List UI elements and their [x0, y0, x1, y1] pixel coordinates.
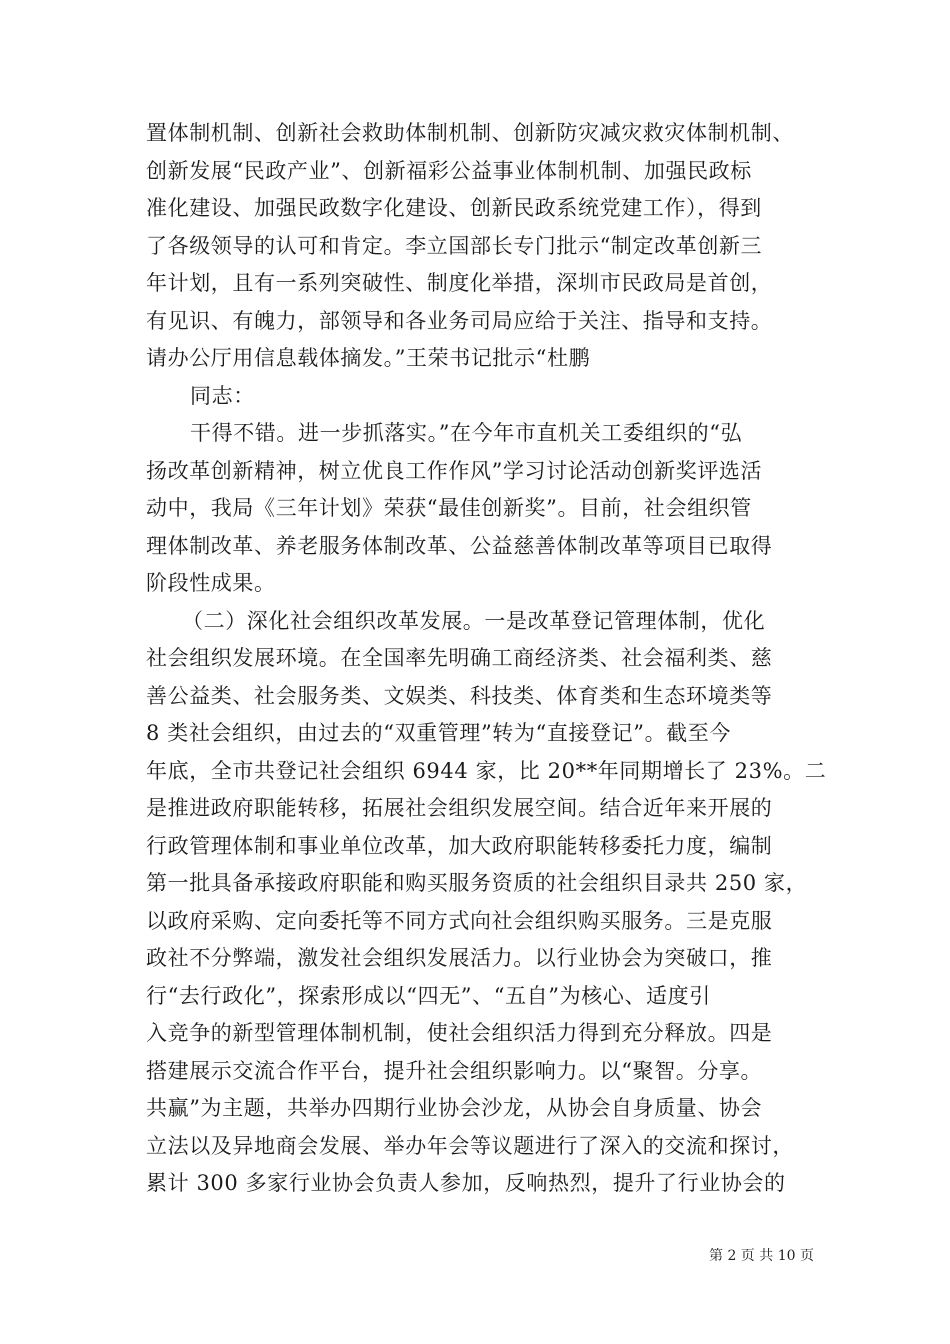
- text-line: 行政管理体制和事业单位改革，加大政府职能转移委托力度，编制: [146, 833, 773, 858]
- text-line: 创新发展“民政产业”、创新福彩公益事业体制机制、加强民政标: [146, 158, 752, 183]
- text-line: 第一批具备承接政府职能和购买服务资质的社会组织目录共 250 家，: [146, 871, 808, 895]
- text-line: 动中，我局《三年计划》荣获“最佳创新奖”。目前，社会组织管: [146, 496, 752, 520]
- text-line: 累计 300 多家行业协会负责人参加，反响热烈，提升了行业协会的: [146, 1171, 786, 1195]
- text-line: 扬改革创新精神，树立优良工作作风”学习讨论活动创新奖评选活: [146, 458, 763, 483]
- text-line: 入竞争的新型管理体制机制，使社会组织活力得到充分释放。四是: [146, 1021, 773, 1045]
- text-line: 同志：: [190, 383, 255, 408]
- text-line: 干得不错。进一步抓落实。”在今年市直机关工委组织的“弘: [190, 421, 743, 445]
- text-line: 搭建展示交流合作平台，提升社会组织影响力。以“聚智。分享。: [146, 1058, 763, 1083]
- text-line: 社会组织发展环境。在全国率先明确工商经济类、社会福利类、慈: [146, 646, 773, 670]
- text-line: 理体制改革、养老服务体制改革、公益慈善体制改革等项目已取得: [146, 533, 773, 558]
- text-line: 置体制机制、创新社会救助体制机制、创新防灾减灾救灾体制机制、: [146, 121, 794, 145]
- text-line: 行“去行政化”，探索形成以“四无”、“五自”为核心、适度引: [146, 983, 711, 1008]
- text-line: 准化建设、加强民政数字化建设、创新民政系统党建工作），得到: [146, 196, 762, 220]
- text-line: 政社不分弊端，激发社会组织发展活力。以行业协会为突破口，推: [146, 946, 773, 970]
- text-line: 善公益类、社会服务类、文娱类、科技类、体育类和生态环境类等: [146, 683, 773, 708]
- text-line: 有见识、有魄力，部领导和各业务司局应给于关注、指导和支持。: [146, 308, 773, 333]
- text-line: 立法以及异地商会发展、举办年会等议题进行了深入的交流和探讨，: [146, 1133, 794, 1158]
- body-text: [146, 115, 827, 1203]
- section-heading-line: （二）深化社会组织改革发展。一是改革登记管理体制，优化: [182, 608, 766, 633]
- text-line: 共赢”为主题，共举办四期行业协会沙龙，从协会自身质量、协会: [146, 1096, 763, 1120]
- text-line: 请办公厅用信息载体摘发。”王荣书记批示“杜鹏: [146, 346, 591, 370]
- text-line: 年计划，且有一系列突破性、制度化举措，深圳市民政局是首创，: [146, 271, 773, 295]
- text-line: 年底，全市共登记社会组织 6944 家，比 20**年同期增长了 23%。二: [146, 758, 827, 783]
- text-line: 了各级领导的认可和肯定。李立国部长专门批示“制定改革创新三: [146, 233, 763, 258]
- text-line: 阶段性成果。: [146, 571, 276, 595]
- text-line: 以政府采购、定向委托等不同方式向社会组织购买服务。三是克服: [146, 908, 773, 933]
- text-line: 8 类社会组织，由过去的“双重管理”转为“直接登记”。截至今: [146, 721, 731, 745]
- page-number: 第 2 页 共 10 页: [709, 1248, 814, 1264]
- text-line: 是推进政府职能转移，拓展社会组织发展空间。结合近年来开展的: [146, 796, 773, 820]
